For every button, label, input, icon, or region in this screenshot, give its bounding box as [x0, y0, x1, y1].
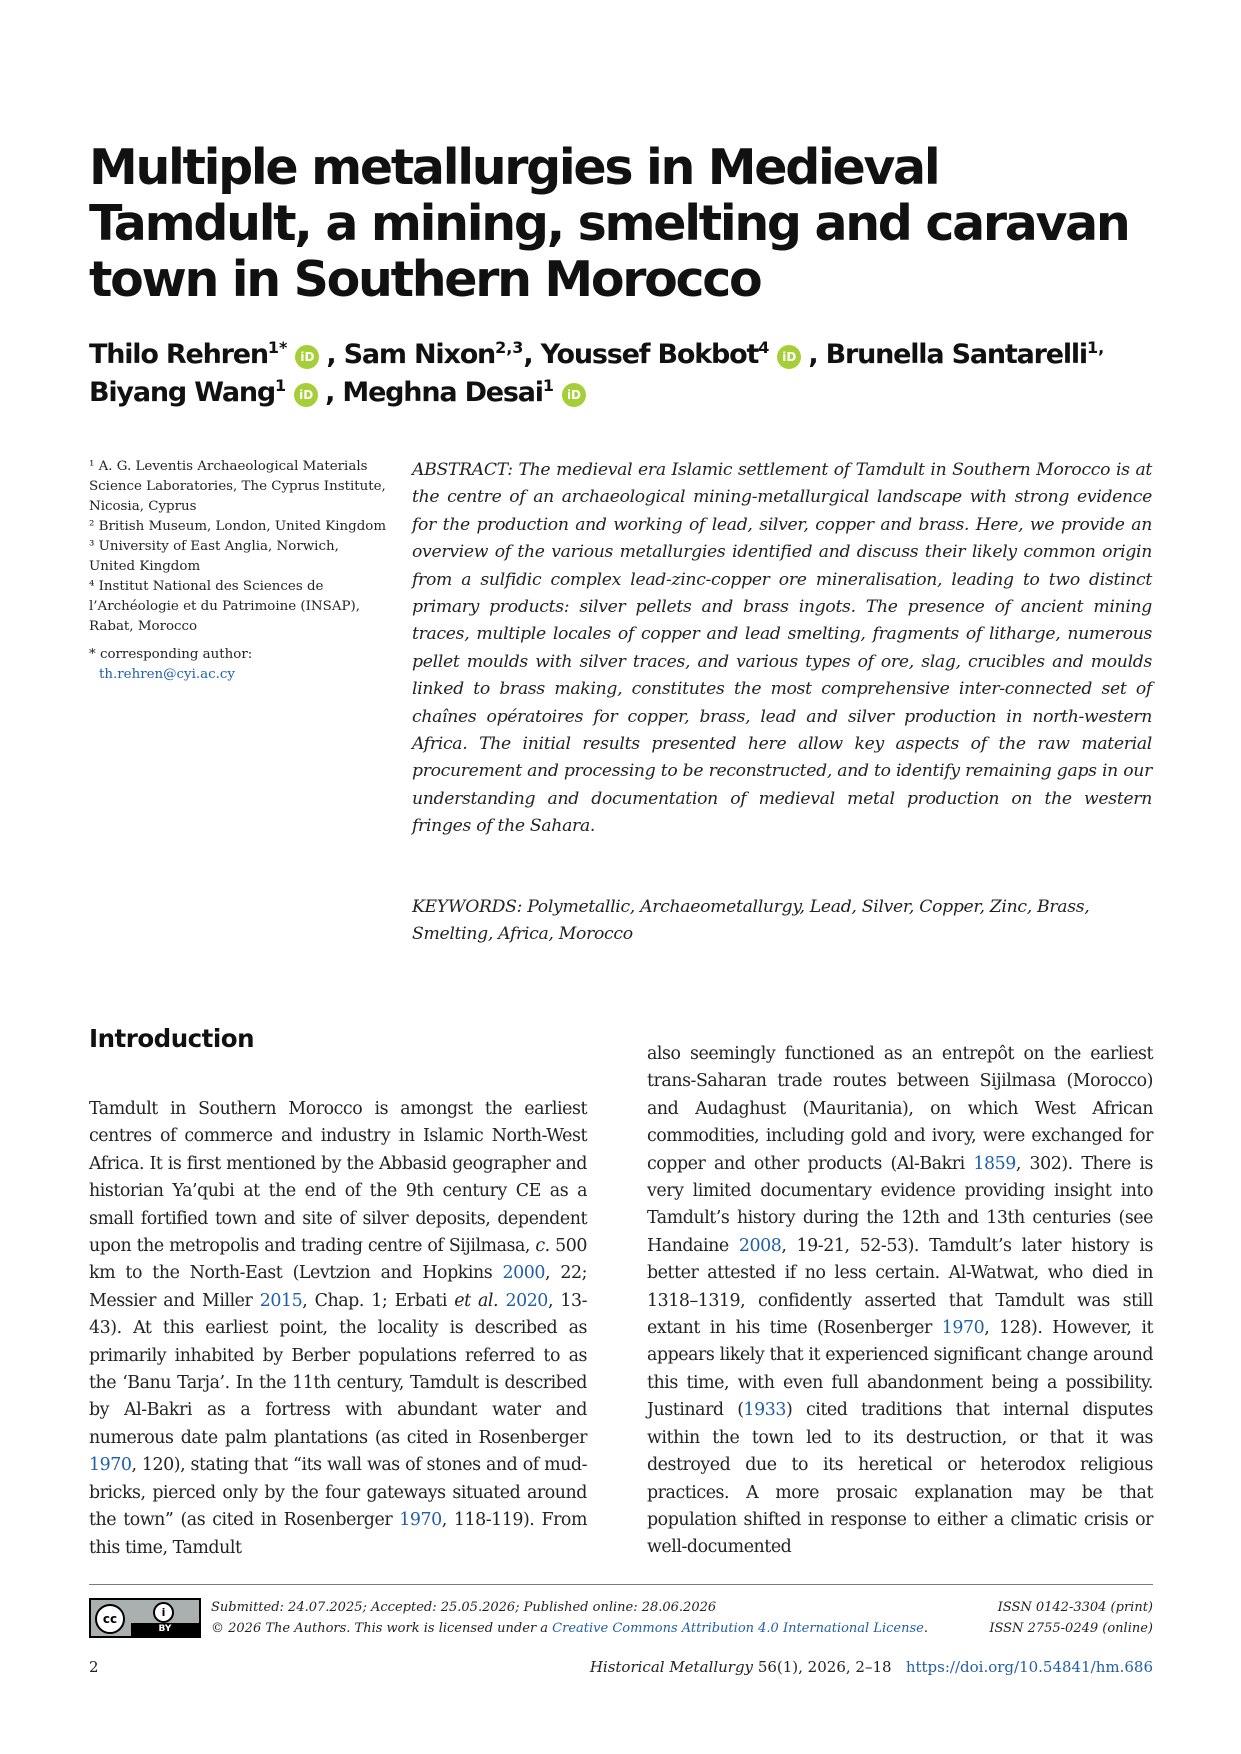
- body-text: Tamdult in Southern Morocco is amongst the earliest centres of commerce and industry in Islamic North-West Africa. It is first mentioned by the Abbasid geographer and historian Ya’qubi at the end of the 9th century CE as a small fortified town and site of silver deposits, dependent upon the metropolis and trading centre of Sijilmasa,: [89, 1099, 587, 1257]
- orcid-icon[interactable]: iD: [777, 345, 801, 369]
- introduction-column-left: [89, 1096, 587, 1562]
- body-text: , Chap. 1; Erbati: [302, 1290, 455, 1311]
- body-text: , 19-21, 52-53). Tamdult’s later history is better attested if no less certain. Al-Watwat, who died in 1318–1319, confidently asserted that Tamdult was still extant in his time (Rosenberger: [647, 1235, 1153, 1339]
- footer-divider: [89, 1584, 1153, 1585]
- publication-dates: Submitted: 24.07.2025; Accepted: 25.05.2026; Published online: 28.06.2026: [211, 1600, 717, 1615]
- body-text: , 22; Messier and Miller: [89, 1263, 587, 1311]
- citation-link[interactable]: 1859: [973, 1153, 1016, 1174]
- citation-link[interactable]: 1970: [399, 1510, 442, 1531]
- citation-link[interactable]: 1970: [89, 1455, 132, 1476]
- body-text: 500 km to the North-East (Levtzion and Hopkins: [89, 1236, 588, 1284]
- corresponding-author-email[interactable]: [99, 665, 389, 685]
- body-text-italic: et al.: [454, 1290, 499, 1311]
- orcid-icon[interactable]: iD: [295, 345, 319, 369]
- copyright-suffix: .: [923, 1621, 928, 1636]
- affiliation-1: ¹ A. G. Leventis Archaeological Materials Science Laboratories, The Cyprus Institute, Nicosia, Cyprus: [89, 459, 386, 514]
- email-link[interactable]: th.rehren@cyi.ac.cy: [99, 667, 235, 682]
- author-name: Biyang Wang: [89, 377, 275, 408]
- license-text: [211, 1597, 951, 1639]
- body-text: , 118-119). From this time, Tamdult: [89, 1510, 587, 1558]
- body-text: , 128). However, it appears likely that it experienced significant change around this time, with even full abandonment being a possibility. Justinard (: [647, 1318, 1153, 1421]
- issn-block: [913, 1597, 1153, 1639]
- citation-link[interactable]: 2008: [738, 1235, 782, 1256]
- license-link[interactable]: Creative Commons Attribution 4.0 International License: [552, 1621, 924, 1636]
- author-name: , Brunella Santarelli: [808, 339, 1087, 370]
- body-text: also seemingly functioned as an entrepôt on the earliest trans-Saharan trade routes between Sijilmasa (Morocco) and Audaghust (Mauritania), on which West African commodities, including gold and ivory, were exchanged for copper and other products (Al-Bakri: [647, 1044, 1153, 1174]
- affiliation-3: ³ University of East Anglia, Norwich, United Kingdom: [89, 539, 339, 574]
- affiliations: [89, 457, 389, 685]
- author-name: , Youssef Bokbot: [523, 339, 759, 370]
- author-affiliation-marker: 1,: [1087, 338, 1105, 357]
- affiliation-2: ² British Museum, London, United Kingdom: [89, 519, 387, 534]
- body-text: , 302). There is very limited documentary evidence providing insight into Tamdult’s history during the 12th and 13th centuries (see Handaine: [647, 1153, 1153, 1256]
- article-title: Multiple metallurgies in Medieval Tamdult, a mining, smelting and caravan town in Southern Morocco: [89, 139, 1129, 308]
- citation-link[interactable]: 1933: [743, 1400, 787, 1421]
- citation-link[interactable]: 2015: [259, 1290, 303, 1311]
- cc-by-license-icon[interactable]: [89, 1598, 201, 1638]
- orcid-icon[interactable]: iD: [562, 383, 586, 407]
- body-text: , 120), stating that “its wall was of stones and of mud-bricks, pierced only by the four gateways situated around the town” (as cited in Rosenberger: [89, 1455, 587, 1531]
- keywords: KEYWORDS: Polymetallic, Archaeometallurgy, Lead, Silver, Copper, Zinc, Brass, Smelting, Africa, Morocco: [412, 897, 1090, 945]
- abstract: ABSTRACT: The medieval era Islamic settlement of Tamdult in Southern Morocco is at the centre of an archaeological mining-metallurgical landscape with strong evidence for the production and working of lead, silver, copper and brass. Here, we provide an overview of the various metallurgies identified and discuss their likely common origin from a sulfidic complex lead-zinc-copper ore mineralisation, leading to two distinct primary products: silver pellets and brass ingots. The presence of ancient mining traces, multiple locales of copper and lead smelting, fragments of litharge, numerous pellet moulds with silver traces, and various types of ore, slag, crucibles and moulds linked to brass making, constitutes the most comprehensive inter-connected set of chaînes opératoires for copper, brass, lead and silver production in north-western Africa. The initial results presented here allow key aspects of the raw material procurement and processing to be reconstructed, and to identify remaining gaps in our understanding and documentation of medieval metal production on the western fringes of the Sahara.: [412, 460, 1152, 837]
- author-list: [89, 336, 1169, 412]
- body-text: ) cited traditions that internal disputes within the town led to its destruction, or that it was destroyed due to its heretical or heterodox religious practices. A more prosaic explanation may be that population shifted in response to either a climatic crisis or well-documented: [647, 1400, 1153, 1558]
- attribution-person-icon: i: [153, 1602, 174, 1623]
- copyright-text: © 2026 The Authors. This work is licensed under a: [211, 1621, 553, 1636]
- author-name: , Sam Nixon: [326, 339, 496, 370]
- citation-link[interactable]: 2020: [505, 1290, 548, 1311]
- author-affiliation-marker: 2,3: [495, 338, 524, 357]
- issn-online: ISSN 2755-0249 (online): [989, 1621, 1153, 1636]
- affiliation-4: ⁴ Institut National des Sciences de l’Archéologie et du Patrimoine (INSAP), Rabat, Morocco: [89, 579, 360, 634]
- author-name: , Meghna Desai: [325, 377, 543, 408]
- citation-link[interactable]: 2000: [502, 1263, 545, 1284]
- author-affiliation-marker: 4: [758, 338, 770, 357]
- page-number: 2: [89, 1658, 99, 1676]
- cc-logo-icon: cc: [95, 1604, 125, 1634]
- journal-volume: 56(1), 2026, 2–18: [753, 1658, 892, 1676]
- body-text: , 13-43). At this earliest point, the locality is described as primarily inhabited by Berber populations referred to as the ‘Banu Tarja’. In the 11th century, Tamdult is described by Al-Bakri as a fortress with abundant water and numerous date palm plantations (as cited in Rosenberger: [89, 1290, 588, 1448]
- introduction-column-right: [647, 1041, 1153, 1562]
- author-affiliation-marker: 1*: [267, 338, 288, 357]
- author-affiliation-marker: 1: [542, 376, 554, 395]
- author-affiliation-marker: 1: [275, 376, 287, 395]
- journal-citation: [590, 1658, 1153, 1676]
- author-name: Thilo Rehren: [89, 339, 268, 370]
- corresponding-author-label: * corresponding author:: [89, 647, 253, 662]
- cc-by-label: BY: [131, 1623, 199, 1636]
- body-text-italic: c.: [535, 1236, 550, 1257]
- issn-print: ISSN 0142-3304 (print): [997, 1600, 1153, 1615]
- doi-link[interactable]: https://doi.org/10.54841/hm.686: [905, 1658, 1153, 1676]
- journal-name: Historical Metallurgy: [589, 1658, 754, 1676]
- section-heading-introduction: Introduction: [89, 1024, 255, 1053]
- citation-link[interactable]: 1970: [941, 1318, 985, 1339]
- orcid-icon[interactable]: iD: [294, 383, 318, 407]
